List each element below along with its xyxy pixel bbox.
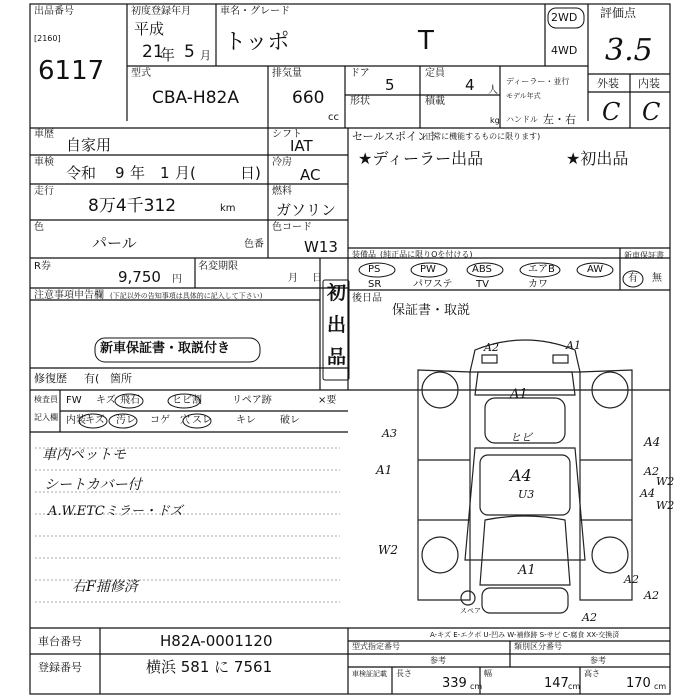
handwritten-note-2: シートカバー付 [44,477,142,493]
reg-number-value: 横浜 581 に 7561 [146,658,273,676]
repair-value: 有( [84,372,100,385]
rating-label: 評価点 [600,6,637,20]
equip-powersteer: パワステ [413,279,453,290]
lot-number: 6117 [38,56,105,86]
first-reg-era: 平成 [134,20,165,38]
equip-abs: ABS [472,264,492,275]
mark-a2-rear-2: A2 [644,589,659,602]
model-code: CBA-H82A [152,88,239,108]
fw-label: FW [66,395,82,406]
mark-a1-top: A1 [566,339,581,352]
inspection-year: 9 [115,164,125,182]
later-items-value: 保証書・取説 [392,303,471,318]
sales-point-2: ★初出品 [566,149,629,168]
load-unit: kg [490,116,500,125]
width-unit: cm [568,682,581,691]
doors-label: ドア [350,68,370,79]
mark-w2-left: W2 [378,543,398,557]
repair-label: 修復歴 [34,372,67,385]
chassis-value: H82A-0001120 [160,632,273,650]
repair-suffix: 箇所 [110,372,132,385]
notes-sub: (下記以外の告知事項は具体的に記入して下さい) [110,292,263,300]
mark-a4-roof: A4 [510,466,532,485]
mark-a2-right: A2 [644,465,659,478]
drive-4wd: 4WD [551,44,578,57]
inspector-label-1: 検査員 [34,395,58,404]
load-label: 積載 [425,96,445,107]
sales-point-1: ★ディーラー出品 [358,149,484,168]
exterior-grade: C [602,98,621,126]
height-label: 高さ [584,669,600,678]
mileage-value: 8万4千312 [88,196,177,216]
spare-label: スペア [460,607,481,615]
equip-aw: AW [587,264,604,275]
height-unit: cm [654,682,667,691]
warranty-label: 新車保証書 [624,251,664,260]
shift-value: IAT [290,137,313,155]
in-item-5: スレ [192,415,212,426]
equip-tv: TV [476,279,489,290]
mark-a3-left: A3 [382,427,397,440]
shape-label: 形状 [350,96,370,107]
model-grade: T [418,26,434,56]
color-number-label: 色番 [244,239,264,250]
color-code-label: 色コード [272,222,312,233]
mark-a1-left: A1 [376,463,393,477]
handwritten-note-3: A.W.ETCミラー・ドズ [48,504,183,519]
first-reg-month-suffix: 月 [200,49,211,62]
history-value: 自家用 [66,136,112,154]
inspection-year-suffix: 年 [130,164,146,182]
height-value: 170 [626,676,651,691]
cooling-value: AC [300,166,321,184]
color-label: 色 [34,222,44,233]
name-change-day: 日 [312,273,322,284]
interior-grade: C [642,98,661,126]
mark-w2-right: W2 [656,475,675,488]
mark-a4-right-2: A4 [640,487,655,500]
first-reg-month: 5 [184,42,195,62]
capacity-label: 定員 [425,68,445,79]
notes-label: 注意事項申告欄 [34,290,104,301]
lot-sub: [2160] [34,34,61,43]
mark-w3-right: W2 [656,499,675,512]
mileage-unit: km [220,203,236,214]
model-designation-ref: 参考 [430,656,446,665]
reg-number-label: 登録番号 [38,661,82,674]
length-label: 長さ [396,669,412,678]
warranty-yes: 有 [628,273,638,284]
first-reg-year: 21 [142,42,164,62]
capacity-unit: 人 [488,85,498,96]
equipment-label: 装備品 [352,250,376,259]
model-name: トッポ [224,30,290,55]
recycle-unit: 円 [172,274,182,285]
handwritten-note-1: 車内ペットモ [42,447,126,463]
length-unit: cm [470,682,483,691]
mark-a4-right: A4 [644,435,661,449]
rating-score: 3.5 [605,33,653,68]
fw-item-2: 飛石 [120,395,140,406]
in-item-6: キレ [236,415,256,426]
first-stamp-2: 出 [327,314,347,336]
history-label: 車歴 [34,129,54,140]
width-label: 幅 [484,669,492,678]
mileage-label: 走行 [34,186,54,197]
first-stamp-3: 品 [327,346,347,368]
equipment-sub: (純正品に限りOを付ける) [380,250,473,259]
name-change-month: 月 [288,273,298,284]
lot-label: 出品番号 [34,6,74,17]
mark-a2-rear-1: A2 [624,573,639,586]
first-stamp-1: 初 [327,282,347,304]
mark-a2-top: A2 [484,341,499,354]
fuel-label: 燃料 [272,186,292,197]
mark-u3-roof: U3 [518,488,535,501]
category-label: 類別区分番号 [514,642,562,651]
warranty-no: 無 [652,273,662,284]
first-reg-label: 初度登録年月 [131,6,191,17]
color-code: W13 [304,238,338,256]
interior-check-label: 内装 [66,415,86,426]
handwritten-note-4: 右F捕修済 [72,579,138,595]
inspection-day-suffix: 日) [240,164,261,182]
model-code-label: 型式 [131,68,151,79]
displacement-value: 660 [292,88,325,108]
inspection-month-suffix: 月( [175,164,196,182]
recycle-value: 9,750 [118,268,161,286]
displacement-unit: cc [328,112,339,123]
in-item-2: 汚レ [116,415,136,426]
equip-airbag: エアB [528,264,555,275]
in-item-7: 破レ [280,415,300,426]
mark-a2-bottom: A2 [582,611,597,624]
sales-points-label: セールスポイント [352,130,440,143]
name-change-label: 名変期限 [198,261,238,272]
handle-label: ハンドル [506,115,538,124]
fw-item-3: ヒビ割 [172,395,202,406]
shift-label: シフト [272,129,302,140]
model-designation-label: 型式指定番号 [352,642,400,651]
handle-options: 左・右 [543,113,576,126]
inspector-label-2: 記入欄 [34,413,58,422]
fw-item-5: ×要 [318,395,337,406]
category-ref: 参考 [590,656,606,665]
capacity-value: 4 [465,76,475,94]
fw-item-1: キズ [96,395,116,406]
first-reg-year-suffix: 年 [160,46,176,64]
inspection-label: 車検 [34,157,54,168]
recycle-label: R券 [34,261,51,272]
equip-ps: PS [368,264,381,275]
drive-2wd: 2WD [551,11,578,24]
cooling-label: 冷房 [272,157,292,168]
doors-value: 5 [385,76,395,94]
in-item-3: コゲ [150,415,170,426]
inspection-era: 令和 [66,164,97,182]
exterior-label: 外装 [597,77,619,90]
mark-a1-trunk: A1 [518,563,536,578]
sales-points-sub: (正常に機能するものに限ります) [422,132,541,141]
vehicle-spec-label: 車検証記載 [352,670,387,678]
inspection-month: 1 [160,164,170,182]
interior-label: 内装 [638,77,660,90]
displacement-label: 排気量 [272,68,302,79]
in-item-4: 穴 [180,415,190,426]
mark-crack: ヒビ [510,431,532,444]
equip-sr: SR [368,279,382,290]
color-value: パール [92,234,137,252]
fw-item-4: リペア跡 [232,395,272,406]
model-name-label: 車名・グレード [220,6,290,17]
equip-leather: カワ [528,279,548,290]
chassis-label: 車台番号 [38,635,82,648]
width-value: 147 [544,676,569,691]
damage-legend: A-キズ E-エクボ U-凹み W-補修跡 S-サビ C-腐食 XX-交換済 [430,631,620,639]
length-value: 339 [442,676,467,691]
dealer-label: ディーラー・並行 [506,77,570,86]
in-item-1: キズ [85,415,105,426]
later-items-label: 後日品 [352,293,382,304]
mark-a1-hood: A1 [510,387,528,402]
warranty-stamp: 新車保証書・取説付き [100,341,231,356]
fuel-value: ガソリン [276,201,337,219]
equip-pw: PW [420,264,436,275]
model-year-label: モデル年式 [506,92,541,100]
